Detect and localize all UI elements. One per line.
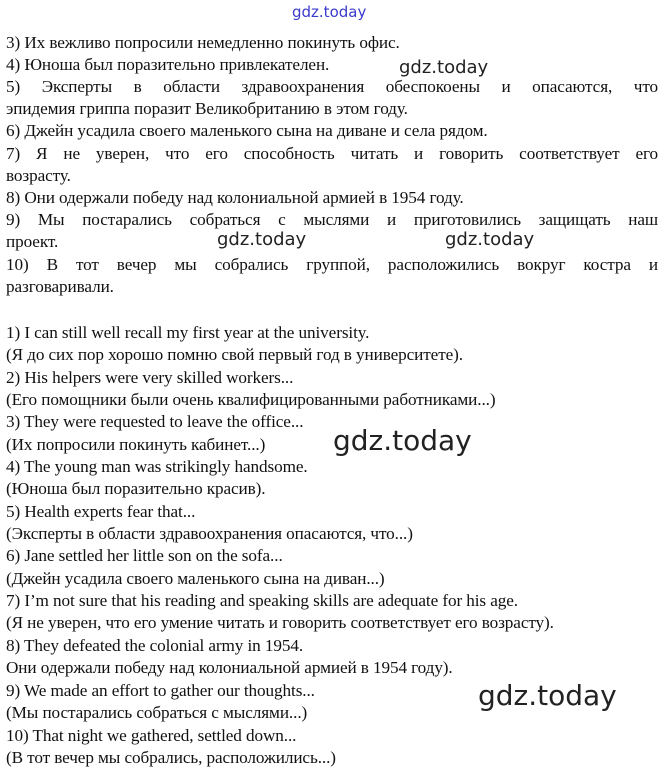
ru-line-8: 8) Они одержали победу над колониальной армией в 1954 году. [6,188,464,207]
pair-2-ru: (Его помощники были очень квалифицированными работниками...) [6,390,496,409]
watermark-top: gdz.today [292,3,367,21]
ru-line-10a: 10) В тот вечер мы собрались группой, расположились вокруг костра и [6,255,658,274]
pair-5-ru: (Эксперты в области здравоохранения опасаются, что...) [6,524,413,543]
pair-8-ru: Они одержали победу над колониальной армией в 1954 году). [6,658,453,677]
ru-line-3: 3) Их вежливо попросили немедленно покинуть офис. [6,33,400,52]
pair-10-en: 10) That night we gathered, settled down... [6,726,297,745]
watermark-5: gdz.today [478,679,617,712]
pair-4-en: 4) The young man was strikingly handsome. [6,457,308,476]
document-page [6,0,658,774]
pair-6-ru: (Джейн усадила своего маленького сына на диван...) [6,569,385,588]
pair-8-en: 8) They defeated the colonial army in 1954. [6,636,304,655]
ru-line-6: 6) Джейн усадила своего маленького сына на диване и села рядом. [6,121,488,140]
pair-3-en: 3) They were requested to leave the office... [6,412,304,431]
pair-1-ru: (Я до сих пор хорошо помню свой первый год в университете). [6,345,463,364]
pair-10-ru: (В тот вечер мы собрались, расположились...) [6,748,336,767]
watermark-2: gdz.today [217,229,307,250]
pair-1-en: 1) I can still well recall my first year at the university. [6,323,370,342]
pair-9-ru: (Мы постарались собраться с мыслями...) [6,703,308,722]
watermark-4: gdz.today [333,424,472,457]
pair-6-en: 6) Jane settled her little son on the sofa... [6,546,283,565]
pair-5-en: 5) Health experts fear that... [6,502,196,521]
pair-2-en: 2) His helpers were very skilled workers... [6,368,294,387]
pair-3-ru: (Их попросили покинуть кабинет...) [6,435,266,454]
ru-line-7b: возрасту. [6,166,71,185]
ru-line-5a: 5) Эксперты в области здравоохранения обеспокоены и опасаются, что [6,77,658,96]
pair-7-en: 7) I’m not sure that his reading and speaking skills are adequate for his age. [6,591,518,610]
ru-line-7a: 7) Я не уверен, что его способность читать и говорить соответствует его [6,144,658,163]
ru-line-4: 4) Юноша был поразительно привлекателен. [6,55,330,74]
ru-line-5b: эпидемия гриппа поразит Великобританию в этом году. [6,99,408,118]
pair-7-ru: (Я не уверен, что его умение читать и говорить соответствует его возрасту). [6,613,554,632]
ru-line-9a: 9) Мы постарались собраться с мыслями и приготовились защищать наш [6,210,658,229]
pair-4-ru: (Юноша был поразительно красив). [6,479,266,498]
pair-9-en: 9) We made an effort to gather our thoughts... [6,681,315,700]
watermark-3: gdz.today [445,229,535,250]
watermark-1: gdz.today [399,57,489,78]
ru-line-9b: проект. [6,232,59,251]
ru-line-10b: разговаривали. [6,277,114,296]
